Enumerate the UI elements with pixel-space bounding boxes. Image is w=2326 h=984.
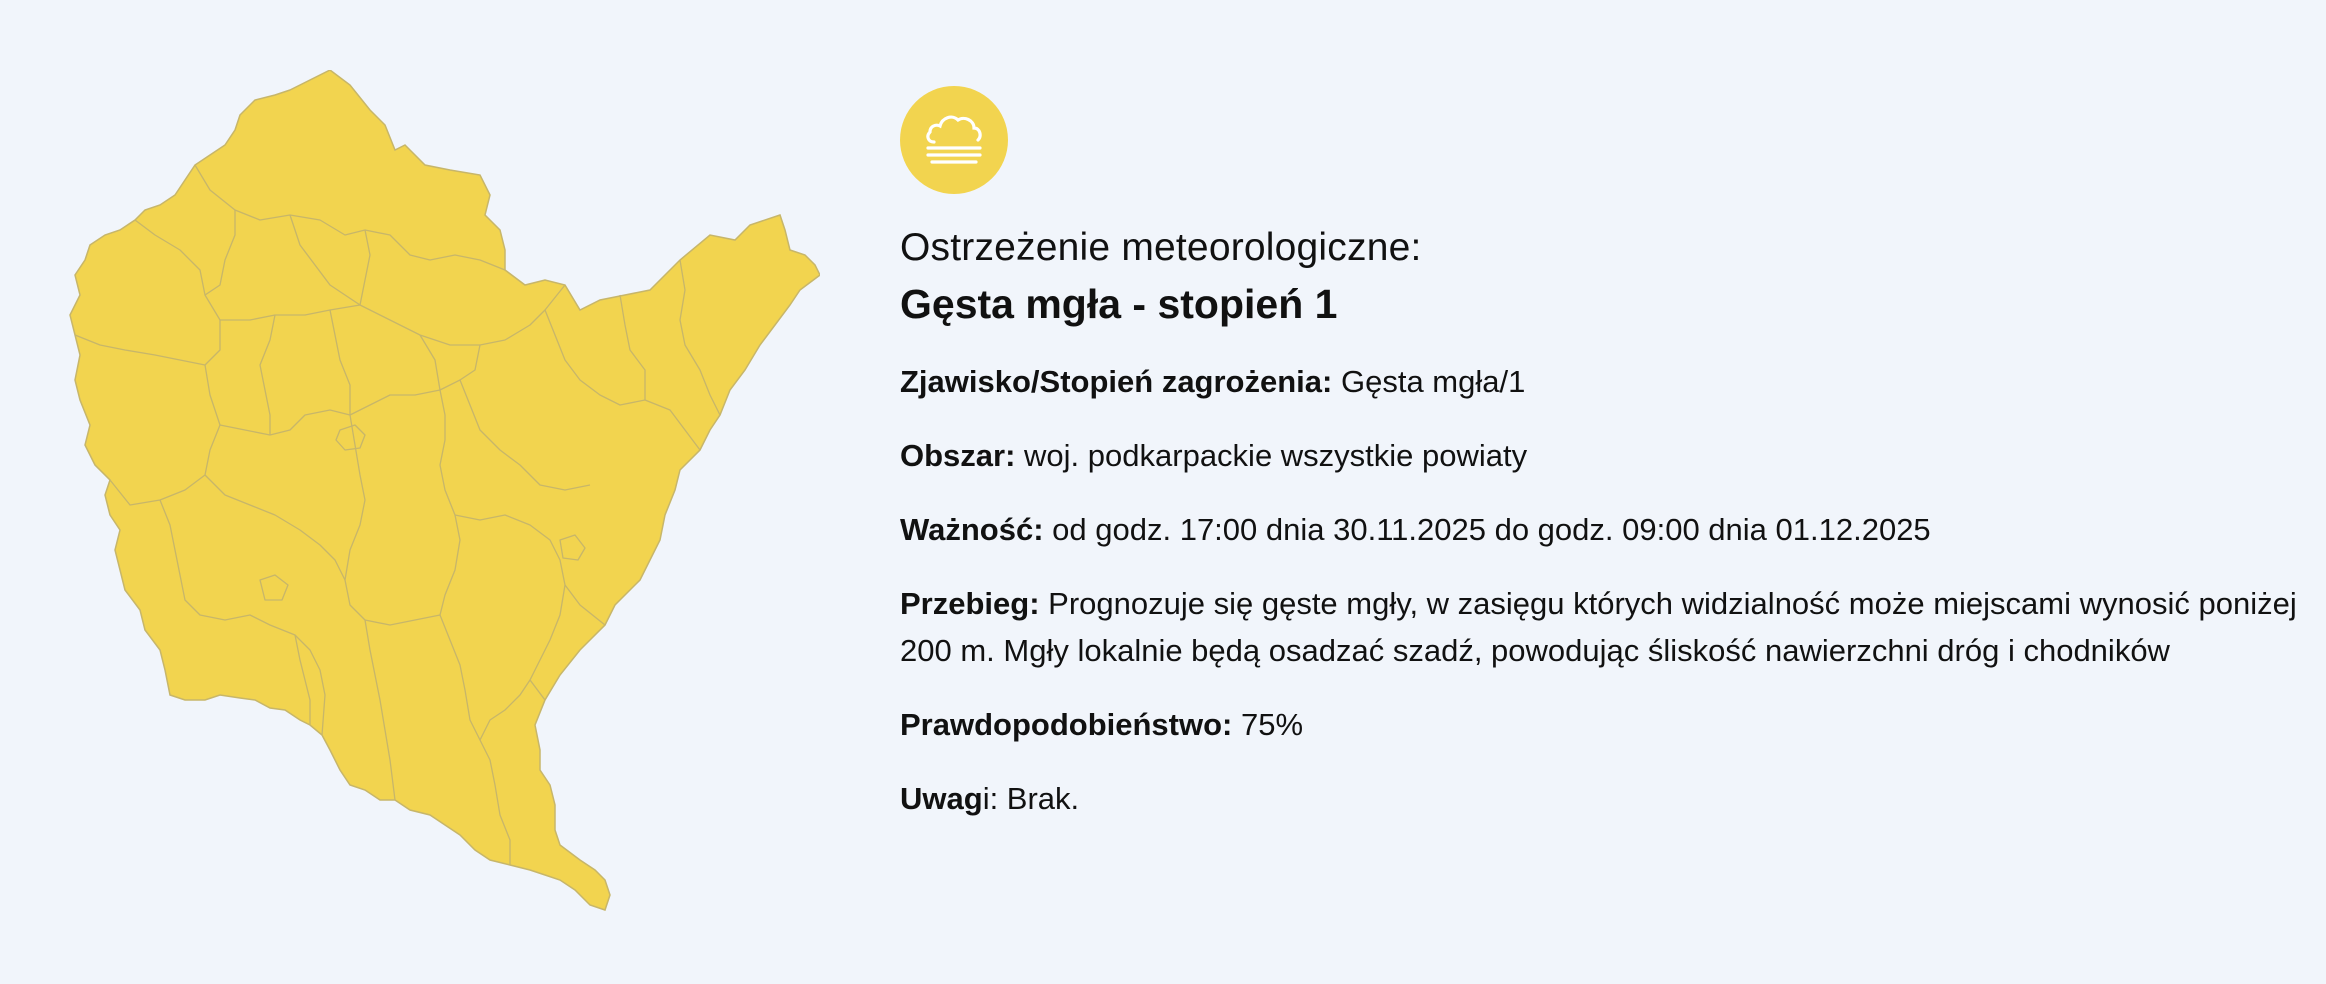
warning-map (60, 70, 820, 920)
remarks-row (900, 775, 2300, 822)
phenomenon-row (900, 358, 2300, 405)
validity-value: od godz. 17:00 dnia 30.11.2025 do godz. 09:00 dnia 01.12.2025 (1052, 512, 1931, 547)
remarks-value: i: Brak. (982, 781, 1080, 816)
probability-value: 75% (1241, 707, 1304, 742)
validity-label: Ważność: (900, 512, 1044, 547)
warning-details (900, 358, 2300, 822)
fog-cloud-icon (918, 104, 990, 176)
probability-row (900, 701, 2300, 748)
warning-title: Gęsta mgła - stopień 1 (900, 281, 1338, 327)
course-value: Prognozuje się gęste mgły, w zasięgu których widzialność może miejscami wynosić poniżej 200 m. Mgły lokalnie będą osadzać szadź, powodując śliskość nawierzchni dróg i chodników (900, 586, 2297, 668)
warning-subtitle: Ostrzeżenie meteorologiczne: (900, 226, 1422, 269)
course-row (900, 580, 2300, 674)
probability-label: Prawdopodobieństwo: (900, 707, 1233, 742)
remarks-label: Uwag (900, 781, 983, 816)
area-value: woj. podkarpackie wszystkie powiaty (1024, 438, 1528, 473)
fog-icon (900, 86, 1008, 194)
validity-row (900, 506, 2300, 553)
podkarpackie-map (60, 70, 820, 920)
course-label: Przebieg: (900, 586, 1040, 621)
phenomenon-value: Gęsta mgła/1 (1340, 364, 1526, 399)
area-row (900, 432, 2300, 479)
phenomenon-label: Zjawisko/Stopień zagrożenia: (900, 364, 1333, 399)
area-label: Obszar: (900, 438, 1016, 473)
warning-panel (900, 86, 2300, 849)
